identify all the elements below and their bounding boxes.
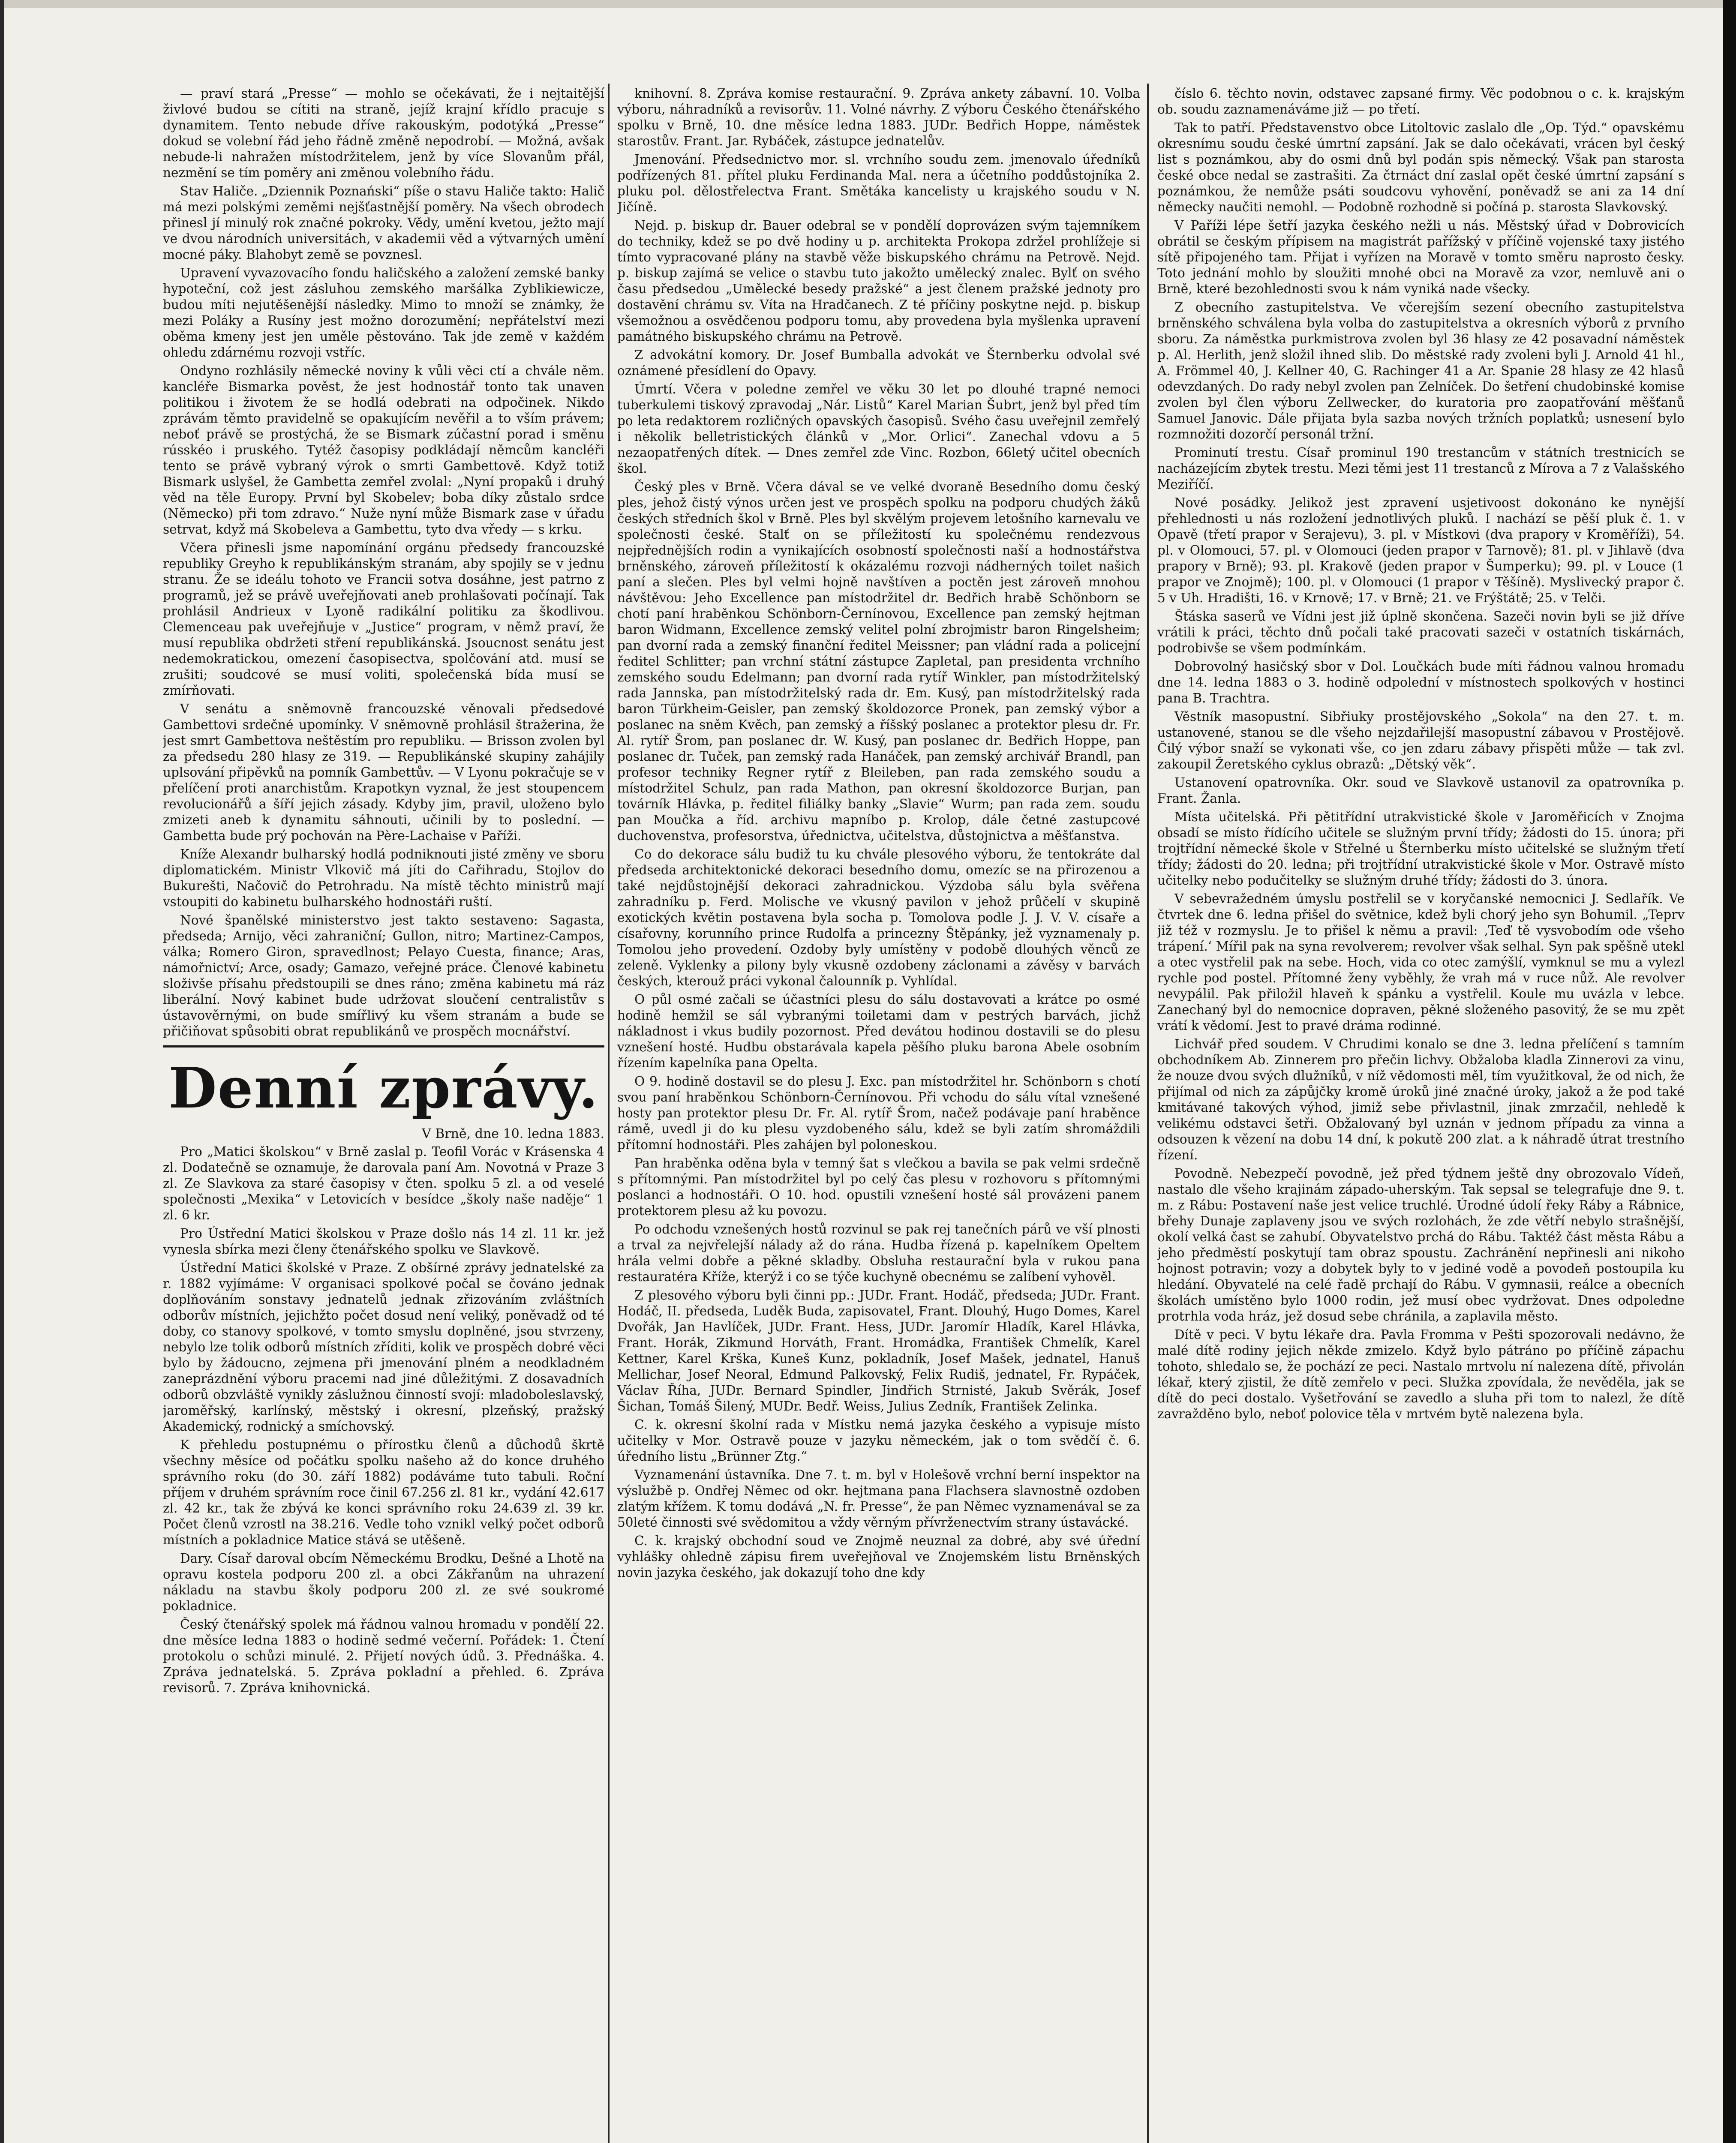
news-paragraph: — praví stará „Presse“ — mohlo se očekávati, že i nejtaitější živlové budou se cítiti na straně, jejíž krajní křídlo pracuje s dynamitem. Tento nebude dříve rakouským, podotýká „Presse“ dokud se volební řád jeho řádně změně nepodrobí. — Možná, avšak nebude-li nahražen místodržitelem, jenž by více Slovanům přál, nezmění se tím poměry ani změnou volebního řádu. bbox=[163, 86, 604, 180]
news-paragraph: Dítě v peci. V bytu lékaře dra. Pavla Fromma v Pešti spozorovali nedávno, že malé dítě rodiny jejich někde zmizelo. Když bylo pátráno po příčině zápachu tohoto, shledalo se, že pochází ze peci. Nastalo mrtvolu ní nalezena dítě, přivolán lékař, který zjistil, že dítě zemřelo v peci. Služka zpovídala, že nevěděla, jak se dítě do peci dostalo. Vyšetřování se zavedlo a sluha při tom to nalezl, že dítě zavražděno bylo, neboť polovice těla v mrtvém bytě nalezena byla. bbox=[1157, 1327, 1685, 1421]
news-paragraph: Z advokátní komory. Dr. Josef Bumballa advokát ve Šternberku odvolal své oznámené přesídlení do Opavy. bbox=[617, 348, 1140, 378]
news-paragraph: Pro Ústřední Matici školskou v Praze došlo nás 14 zl. 11 kr. jež vynesla sbírka mezi členy čtenářského spolku ve Slavkově. bbox=[163, 1226, 604, 1257]
news-paragraph: Povodně. Nebezpečí povodně, jež před týdnem ještě dny obrozovalo Vídeň, nastalo dle všeho krajinám západo-uherským. Tak sepsal se telegrafuje dne 9. t. m. z Rábu: Postavení naše jest velice truchlé. Úrodné údolí řeky Ráby a Rábnice, břehy Dunaje zaplaveny jsou ve svých rozlohách, že zde větří nebylo strašnější, okolí velká čast se zahubí. Obyvatelstvo prchá do Rábu. Taktéž část města Rábu a jeho předměstí poskytují tam obraz spoustu. Zachránění nepřinesli ani nikoho hojnost potravin; vozy a dobytek byly to v jediné vodě a povodeň postoupila ku hledání. Obyvatelé na celé řadě prchají do Rábu. V gymnasii, reálce a obecních školách umístěno bylo 1000 rodin, jež musí obec vydržovat. Dnes odpoledne protrhla voda hráz, jež dosud sebe chránila, a zaplavila město. bbox=[1157, 1166, 1685, 1324]
news-paragraph: Český čtenářský spolek má řádnou valnou hromadu v pondělí 22. dne měsíce ledna 1883 o hodině sedmé večerní. Pořádek: 1. Čtení protokolu o schůzi minulé. 2. Přijetí nových údů. 3. Přednáška. 4. Zpráva jednatelská. 5. Zpráva pokladní a přehled. 6. Zpráva revisorů. 7. Zpráva knihovnická. bbox=[163, 1617, 604, 1695]
news-paragraph: C. k. krajský obchodní soud ve Znojmě neuznal za dobré, aby své úřední vyhlášky ohledně zápisu firem uveřejňoval ve Znojemském listu Brněnských novin jazyka českého, jak dokazují toho dne kdy bbox=[617, 1534, 1140, 1580]
news-paragraph: Ustanovení opatrovníka. Okr. soud ve Slavkově ustanovil za opatrovníka p. Frant. Žanla. bbox=[1157, 775, 1685, 806]
dateline: V Brně, dne 10. ledna 1883. bbox=[422, 1126, 604, 1141]
news-paragraph: Upravení vyvazovacího fondu haličského a založení zemské banky hypoteční, což jest zásluhou zemského maršálka Zyblikiewicze, budou míti nejutěšenější následky. Mimo to množí se známky, že mezi Poláky a Rusíny jest možno dorozumění; nepřátelství mezi oběma kmeny jest jen uměle pěstováno. Tak jde země v každém ohledu zdárnému rozvoji vstříc. bbox=[163, 266, 604, 360]
news-paragraph: číslo 6. těchto novin, odstavec zapsané firmy. Věc podobnou o c. k. krajským ob. soudu zaznamenáváme již — po třetí. bbox=[1157, 86, 1685, 117]
column-left bbox=[163, 86, 690, 2143]
news-paragraph: Tak to patří. Představenstvo obce Litoltovic zaslalo dle „Op. Týd.“ opavskému okresnímu soudu české úmrtní zapsání. Jak se dalo očekávati, vrácen byl český list s poznámkou, aby do osmi dnů byl podán spis německý. Však pan starosta české obce nedal se zastrašiti. Za čtrnáct dní zaslal opět české úmrtní zapsání s poznámkou, že nemůže psáti soudcovu vyhovění, poněvadž se ani za 14 dní německy naučiti nemohl. — Podobně rozhodně si počíná p. starosta Slavkovský. bbox=[1157, 120, 1685, 214]
news-paragraph: Nové španělské ministerstvo jest takto sestaveno: Sagasta, předseda; Arnijo, věci zahraniční; Gullon, nitro; Martinez-Campos, válka; Romero Giron, spravedlnost; Pelayo Cuesta, finance; Aras, námořnictví; Arce, osady; Gamazo, veřejné práce. Členové kabinetu složivše přísahu předstoupili se dnes ráno; změna kabinetu má ráz liberální. Nový kabinet bude udržovat sloučení centralistův s ústavověrnými, on bude smířlivý ku všem stranám a bude se přičiňovat spůsobiti obrat republikánů ve prospěch mocnářství. bbox=[163, 913, 604, 1038]
column-right-news-items bbox=[1157, 86, 1685, 1422]
news-paragraph: Lichvář před soudem. V Chrudimi konalo se dne 3. ledna přelíčení s tamním obchodníkem Ab. Zinnerem pro přečin lichvy. Obžaloba kladla Zinnerovi za vinu, že nouze dvou svých dlužníků, v níž vědomosti měl, tím využitkoval, že od nich, že přijímal od nich za zápůjčky kromě úroků jiné značné úroky, jakož a že pod také kmitávané takových výhod, jimiž sebe přivlastnil, jinak zmrzačil, nehledě k velikému odstavci šetři. Obžalovaný byl uznán v jednom případu za vinna a odsouzen k vězení na dobu 14 dní, k pokutě 200 zlat. a k náhradě útrat trestního řízení. bbox=[1157, 1037, 1685, 1162]
scan-left-edge bbox=[0, 0, 4, 2143]
column-middle bbox=[617, 86, 1144, 2143]
news-paragraph: Úmrtí. Včera v poledne zemřel ve věku 30 let po dlouhé trapné nemoci tuberkulemi tiskový zpravodaj „Nár. Listů“ Karel Marian Šubrt, jenž byl před tím po leta redaktorem rozličných opavských časopisů. Svého času uveřejnil zemřelý i několik belletristických článků v „Mor. Orlici“. Zanechal vdovu a 5 nezaopatřených dítek. — Dnes zemřel zde Vinc. Rozbon, 66letý učitel obecních škol. bbox=[617, 382, 1140, 476]
news-paragraph: Štáska saserů ve Vídni jest již úplně skončena. Sazeči novin byli se již dříve vrátili k práci, těchto dnů počali také pracovati sazeči v ostatních tiskárnách, podrobivše se všem podmínkám. bbox=[1157, 609, 1685, 655]
news-paragraph: Ústřední Matici školské v Praze. Z obšírné zprávy jednatelské za r. 1882 vyjímáme: V organisaci spolkové počal se čováno jednak doplňováním sonstavy jednatelů jednak zřizováním zvláštních odborův místních, jejichžto počet dosud není veliký, poněvadž od té doby, co stanovy spolkové, v tomto smyslu doplněné, jsou stvrzeny, nebylo lze tolik odborů místních zříditi, kolik ve prospěch dobré věci bylo by žádoucno, zejmena při jmenování plném a neodkladném zaneprázdnění výboru pracemi nad jiné důležitými. Z dosavadních odborů obzvláště vynikly záslužnou činností svojí: mladoboleslavský, jaroměřský, karlínský, městský i okresní, plzeňský, pražský Akademický, rodnický a smíchovský. bbox=[163, 1261, 604, 1434]
column-left-top-articles bbox=[163, 86, 690, 1039]
column-rule-2 bbox=[1147, 84, 1149, 2143]
news-paragraph: Včera přinesli jsme napomínání orgánu předsedy francouzské republiky Greyho k republikánským stranám, aby spojily se v jednu stranu. Že se ideálu tohoto ve Francii sotva dosáhne, jest patrno z programů, jež se právě uveřejňovati aneb prohlašovati počínají. Tak prohlásil Andrieux v Lyoně radikální politiku za škodlivou. Clemenceau pak uveřejňuje v „Justice“ program, v němž praví, že musí republika obdržeti stření republikánská. Jsoucnost senátu jest nedemokratickou, omezení časopisectva, spolčování atd. musí se zrušiti; soudcové se musí voliti, společenská bída musí se zmírňovati. bbox=[163, 540, 604, 698]
news-paragraph: Pro „Matici školskou“ v Brně zaslal p. Teofil Vorác v Krásenska 4 zl. Dodatečně se oznamuje, že darovala paní Am. Novotná v Praze 3 zl. Ze Slavkova za staré časopisy v čten. spolku 5 zl. a od veselé společnosti „Mexika“ v Letovicích v besídce „školy naše naděje“ 1 zl. 6 kr. bbox=[163, 1144, 604, 1222]
news-paragraph: O půl osmé začali se účastníci plesu do sálu dostavovati a krátce po osmé hodině hemžil se sál vybranými toiletami dam v pestrých barvách, jichž nákladnost i vkus budily pozornost. Před devátou hodinou dostavili se do plesu vznešení hosté. Hudbu obstarávala kapela pěšího pluku barona Abele osobním řízením kapelníka pana Opelta. bbox=[617, 992, 1140, 1070]
news-paragraph: V sebevražedném úmyslu postřelil se v koryčanské nemocnici J. Sedlařík. Ve čtvrtek dne 6. ledna přišel do světnice, kdež byli chorý jeho syn Bohumil. „Teprv již též v rozmyslu. Je to přišel k němu a pravil: ‚Teď tě vysvobodím ode všeho trápení.‘ Mířil pak na syna revolverem; revolver však selhal. Syn pak spěšně utekl a otec vystřelil pak na sebe. Hoch, vida co otec zamýšlí, vymknul se mu a vylezl rychle pod postel. Přítomné ženy vyběhly, že vrah má v ruce nůž. Ale revolver nevypálil. Pak přiložil hlaveň k spánku a vystřelil. Koule mu uvázla v lebce. Zanechaný byl do nemocnice dopraven, pěkné složeného pasovitý, že se mu zpět vrátí k vědomí. Jest to pravé dráma rodinné. bbox=[1157, 891, 1685, 1033]
news-paragraph: Místa učitelská. Při pětitřídní utrakvistické škole v Jaroměřicích v Znojma obsadí se místo řídícího učitele se služným první třídy; žádosti do 15. února; při trojtřídní německé škole v Střelné u Šternberku místo učitelské se služným třetí třídy; žádosti do 20. ledna; při trojtřídní utrakvistické škole v Mor. Ostravě místo učitelky nebo podučitelky se služným druhé třídy; žádosti do 3. února. bbox=[1157, 810, 1685, 888]
news-paragraph: Z plesového výboru byli činni pp.: JUDr. Frant. Hodáč, předseda; JUDr. Frant. Hodáč, II. předseda, Luděk Buda, zapisovatel, Frant. Dlouhý, Hugo Domes, Karel Dvořák, Jan Havlíček, JUDr. Frant. Hess, JUDr. Jaromír Hladík, Karel Hlávka, Frant. Horák, Zikmund Horváth, Frant. Hromádka, František Chmelík, Karel Kettner, Karel Krška, Kuneš Kunz, pokladník, Josef Mašek, jednatel, Hanuš Mellichar, Josef Neoral, Edmund Palkovský, Felix Rudiš, jednatel, Fr. Rypáček, Václav Říha, JUDr. Bernard Spindler, Jindřich Strnisté, Jakub Svěrák, Josef Šichan, Tomáš Šilený, MUDr. Bedř. Weiss, Julius Zedník, František Zelinka. bbox=[617, 1288, 1140, 1414]
news-paragraph: Pan hraběnka oděna byla v temný šat s vlečkou a bavila se pak velmi srdečně s přítomnými. Pan místodržitel byl po celý čas plesu v rozhovoru s přítomnými poslanci a hodnostáři. O 10. hod. opustili vznešení hosté sál provázeni panem protektorem plesu až ku povozu. bbox=[617, 1156, 1140, 1218]
news-paragraph: Dobrovolný hasičský sbor v Dol. Loučkách bude míti řádnou valnou hromadu dne 14. ledna 1883 o 3. hodině odpolední v místnostech spolkových v hostinci pana B. Trachtra. bbox=[1157, 659, 1685, 705]
news-paragraph: Po odchodu vznešených hostů rozvinul se pak rej tanečních párů ve vší plnosti a trval za nejvřelejší nálady až do rána. Hudba řízená p. kapelníkem Opeltem hrála velmi dobře a pěkné skladby. Obsluha restaurační byla v rukou pana restauratéra Kříže, kterýž i co se týče kuchyně obecnému se zalíbení vyhověl. bbox=[617, 1222, 1140, 1284]
column-right bbox=[1157, 86, 1685, 2143]
news-paragraph: Co do dekorace sálu budiž tu ku chvále plesového výboru, že tentokráte dal předseda architektonické dekoraci besedního domu, omezíc se na přirozenou a také nejdůstojnější dekoraci zahradnickou. Výzdoba sálu byla svěřena zahradníku p. Ferd. Molische ve vkusný pavilon v jehož průčelí v skupině exotických květin postavena byla socha p. Tomolova podle J. J. V. V. císaře a císařovny, korunního prince Rudolfa a princezny Štěpánky, jež vyznamenaly p. Tomolou jeho provedení. Ozdoby byly umístěny v podobě dlouhých věnců ze zeleně. Vyklenky a pilony byly vkusně ozdobeny záclonami a závěsy v barvách českých, kterouž práci vykonal čalounník p. Vyhlídal. bbox=[617, 847, 1140, 988]
news-paragraph: V senátu a sněmovně francouzské věnovali předsedové Gambettovi srdečné upomínky. V sněmovně prohlásil štražerina, že jest smrt Gambettova neštěstím pro republiku. — Brisson zvolen byl za předsedu 280 hlasy ze 319. — Republikánské skupiny zahájily uplsování připěvků na pomník Gambettův. — V Lyonu pokračuje se v přelíčení proti anarchistům. Krapotkyn vyznal, že jest stoupencem revolucionářů a šíří jejich zásady. Kdyby jim, pravil, uloženo bylo zmizeti aneb k dynamitu sáhnouti, učinili by to poslední. — Gambetta bude prý pochován na Père-Lachaise v Paříži. bbox=[163, 702, 604, 843]
news-paragraph: Jmenování. Předsednictvo mor. sl. vrchního soudu zem. jmenovalo úředníků podřízených 81. přítel pluku Ferdinanda Mal. nera a účetního poddůstojníka 2. pluku pol. dělostřelectva Frant. Smětáka kancelisty u krajského soudu v N. Jičíně. bbox=[617, 152, 1140, 214]
news-paragraph: Prominutí trestu. Císař prominul 190 trestancům v státních trestnicích se nacházejícím zbytek trestu. Mezi těmi jest 11 trestanců z Mírova a 7 z Valašského Meziříčí. bbox=[1157, 445, 1685, 492]
news-paragraph: Český ples v Brně. Včera dával se ve velké dvoraně Besedního domu český ples, jehož čistý výnos určen jest ve prospěch spolku na podporu chudých žáků českých středních škol v Brně. Ples byl skvělým projevem letošního karnevalu ve společnosti české. Stalť on se příležitostí ku společnému rendezvous nejpřednějších rodin a vynikajících osobností společnosti naší a hodnostářstva brněnského, zároveň příležitostí k okázalému rozvoji nádherných toilet našich paní a slečen. Ples byl velmi hojně navštíven a poctěn jest zároveň mnohou návštěvou: Jeho Excellence pan místodržitel dr. Bedřich hrabě Schönborn se chotí paní hraběnkou Schönborn-Černínovou, Excellence pan zemský hejtman baron Widmann, Excellence zemský velitel polní zbrojmistr baron Ringelsheim; pan dvorní rada a zemský finanční ředitel Meissner; pan vládní rada a policejní ředitel Schlitter; pan vrchní státní zástupce Zapletal, pan presidenta vrchního zemského soudu Edelmann; pan dvorní rada rytíř Winkler, pan místodržitelský rada Jannska, pan místodržitelský rada dr. Em. Kusý, pan místodržitelský rada baron Türkheim-Geisler, pan zemský školdozorce Pronek, pan zemský výbor a poslanec na sněm Kvěch, pan zemský a říšský poslanec a protektor plesu dr. Fr. Al. rytíř Šrom, pan poslanec dr. W. Kusý, pan poslanec dr. Bedřich Hoppe, pan poslanec dr. Tuček, pan zemský rada Hanáček, pan zemský archivář Brandl, pan profesor techniky Regner rytíř z Bleileben, pan rada zemského soudu a místodržitel Schulz, pan rada Mathon, pan okresní školdozorce Burjan, pan továrník Hlávka, p. ředitel filiálky banky „Slavie“ Wurm; pan rada zem. soudu pan Moučka a říd. archivu mapníbo p. Krolop, dále četné zastupcové duchovenstva, profesorstva, úřednictva, učitelstva, důstojnictva a měšťanstva. bbox=[617, 480, 1140, 843]
news-paragraph: C. k. okresní školní rada v Místku nemá jazyka českého a vypisuje místo učitelky v Mor. Ostravě pouze v jazyku německém, jak o tom svědčí č. 6. úředního listu „Brünner Ztg.“ bbox=[617, 1417, 1140, 1464]
news-paragraph: V Paříži lépe šetří jazyka českého nežli u nás. Městský úřad v Dobrovicích obrátil se českým přípisem na magistrát pařížský v příčině vojenské taxy jistého sítě připojeného tam. Přijat i vyřízen na Moravě v tomto směru naprosto česky. Toto jednání mohlo by sloužiti mnohé obci na Moravě za vzor, nemluvě ani o Brně, které bezohlednosti svou k nám vyniká nade všecky. bbox=[1157, 218, 1685, 296]
news-paragraph: Věstník masopustní. Sibřiuky prostějovského „Sokola“ na den 27. t. m. ustanovené, stanou se dle všeho nejzdařilejší masopustní zábavou v Prostějově. Čilý výbor snaží se vykonati vše, co jen zdaru zábavy přispěti může — tak zvl. zakoupil Žeretského cyklus obrazů: „Dětský věk“. bbox=[1157, 709, 1685, 771]
scan-top-edge bbox=[0, 0, 1736, 8]
news-paragraph: Dary. Císař daroval obcím Německému Brodku, Dešné a Lhotě na opravu kostela podporu 200 zl. a obci Zákřanům na uhrazení nákladu na stavbu školy podporu 200 zl. ze své soukromé pokladnice. bbox=[163, 1551, 604, 1613]
section-divider bbox=[163, 1045, 604, 1047]
news-paragraph: Kníže Alexandr bulharský hodlá podniknouti jisté změny ve sboru diplomatickém. Ministr Vlkovič má jíti do Cařihradu, Stojlov do Bukurešti, Načovič do Petrohradu. Na místě těchto ministrů mají vstoupiti do kabinetu bulharského hodnostáři ruští. bbox=[163, 847, 604, 909]
news-paragraph: knihovní. 8. Zpráva komise restaurační. 9. Zpráva ankety zábavní. 10. Volba výboru, náhradníků a revisorův. 11. Volné návrhy. Z výboru Českého čtenářského spolku v Brně, 10. dne měsíce ledna 1883. JUDr. Bedřich Hoppe, náměstek starostův. Frant. Jar. Rybáček, zástupce jednatelův. bbox=[617, 86, 1140, 148]
news-paragraph: Ondyno rozhlásily německé noviny k vůli věci ctí a chvále něm. kancléře Bismarka pověst, že jest hodnostář tonto tak unaven politikou i životem že se hodlá odebrati na odpočinek. Nikdo zprávám těmto pravidelně se opakujícím nevěřil a to vším právem; neboť právě se prostýchá, že se Bismark zúčastní porad i směnu rússkéo i pruského. Tytéž časopisy podkládají němcům kancléři tento se právě vybraný výrok o smrti Gambettově. Když totiž Bismark uslyšel, že Gambetta zemřel zvolal: „Nyní propaků i druhý věd na těle Europy. První byl Skobelev; boba díky zůstalo srdce (Německo) při tom zdravo.“ Nuže nyní může Bismark zase v úřadu setrvat, když má Skobeleva a Gambettu, tyto dva vředy — s krku. bbox=[163, 363, 604, 537]
column-middle-news-items bbox=[617, 86, 1144, 1581]
section-heading: Denní zprávy. bbox=[168, 1055, 599, 1121]
news-paragraph: K přehledu postupnému o přírostku členů a důchodů škrtě všechny měsíce od počátku spolku našeho až do konce druhého správního roku (do 30. září 1882) podáváme tuto tabuli. Roční příjem v druhém správním roce činil 67.256 zl. 81 kr., vydání 42.617 zl. 42 kr., tak že zbývá ke konci správního roku 24.639 zl. 39 kr. Počet členů vzrostl na 38.216. Vedle toho vznikl velký počet odborů místních a pokladnice Matice stává se utěšeně. bbox=[163, 1438, 604, 1547]
news-paragraph: Z obecního zastupitelstva. Ve včerejším sezení obecního zastupitelstva brněnského schválena byla volba do zastupitelstva a okresních výborů z prvního sboru. Za náměstka purkmistrova zvolen byl 36 hlasy ze 42 posavadní náměstek p. Al. Herlith, jenž složil ihned slib. Do městské rady zvoleni byli J. Arnold 41 hl., A. Frömmel 40, J. Kellner 40, G. Rachinger 41 a Ar. Spanie 28 hlasy ze 42 hlasů odevzdaných. Do rady nebyl zvolen pan Zelníček. Do šetření chudobinské komise zvolen byl člen výboru Zellwecker, do kuratoria pro zaopatřování měšťanů Samuel Janovic. Dále přijata byla sazba nových tržních poplatků; usnesení bylo rozmnožiti dozorčí personál tržní. bbox=[1157, 300, 1685, 441]
news-paragraph: Vyznamenání ústavníka. Dne 7. t. m. byl v Holešově vrchní berní inspektor na výslužbě p. Ondřej Němec od okr. hejtmana pana Flachsera slavnostně ozdoben zlatým křížem. K tomu dodává „N. fr. Presse“, že pan Němec vyznamenával se za 50leté činnosti své svědomitou a vždy věrným přívrženectvím strany ústavácké. bbox=[617, 1468, 1140, 1530]
news-paragraph: Stav Haliče. „Dziennik Poznański“ píše o stavu Haliče takto: Halič má mezi polskými zeměmi nejšťastnější poměry. Na všech obrodech přinesl jí minulý rok značné pokroky. Vědy, umění kvetou, ježto mají ve dvou národních universitách, v akademii věd a výtvarných umění mocné páky. Blahobyt země se povznesl. bbox=[163, 184, 604, 262]
news-paragraph: O 9. hodině dostavil se do plesu J. Exc. pan místodržitel hr. Schönborn s chotí svou paní hraběnkou Schönborn-Černínovou. Při vchodu do sálu vítal vznešené hosty pan protektor plesu Dr. Fr. Al. rytíř Šrom, načež podávaje paní hraběnce rámě, uvedl ji do ku plesu vyzdobeného sálu, kdež se byli zatím shromáždili přítomní hodnostáři. Ples zahájen byl poloneskou. bbox=[617, 1074, 1140, 1152]
column-left-news-items bbox=[163, 1144, 690, 1696]
scan-right-edge bbox=[1723, 0, 1736, 2143]
news-paragraph: Nejd. p. biskup dr. Bauer odebral se v pondělí doprovázen svým tajemníkem do techniky, kdež se po dvě hodiny u p. architekta Prokopa zdržel prohlížeje si tímto vypracované plány na stavbě věže biskupského chrámu na Petrově. Nejd. p. biskup zajímá se velice o stavbu tuto jakožto umělecký znalec. Bylť on svého času předsedou „Umělecké besedy pražské“ a jest členem pražské jednoty pro dostavění chrámu sv. Víta na Hradčanech. Z té příčiny poskytne nejd. p. biskup všemožnou a osvědčenou podporu tomu, aby provedena byla myšlenka upravení památného biskupského chrámu na Petrově. bbox=[617, 218, 1140, 344]
news-paragraph: Nové posádky. Jelikož jest zpravení usjetivoost dokonáno ke nynější přehlednosti u nás rozložení jednotlivých pluků. I nachází se pěší pluk č. 1. v Opavě (třetí prapor v Serajevu), 3. pl. v Místkovi (dva prapory v Kroměříži), 54. pl. v Olomouci, 57. pl. v Olomouci (jeden prapor v Tarnově); 81. pl. v Jihlavě (dva prapory v Brně); 93. pl. Krakově (jeden prapor v Šumperku); 99. pl. v Louce (1 prapor ve Znojmě); 100. pl. v Olomouci (1 prapor v Těšíně). Myslivecký prapor č. 5 v Uh. Hradišti, 16. v Krnově; 17. v Brně; 21. ve Frýštátě; 25. v Telči. bbox=[1157, 495, 1685, 605]
